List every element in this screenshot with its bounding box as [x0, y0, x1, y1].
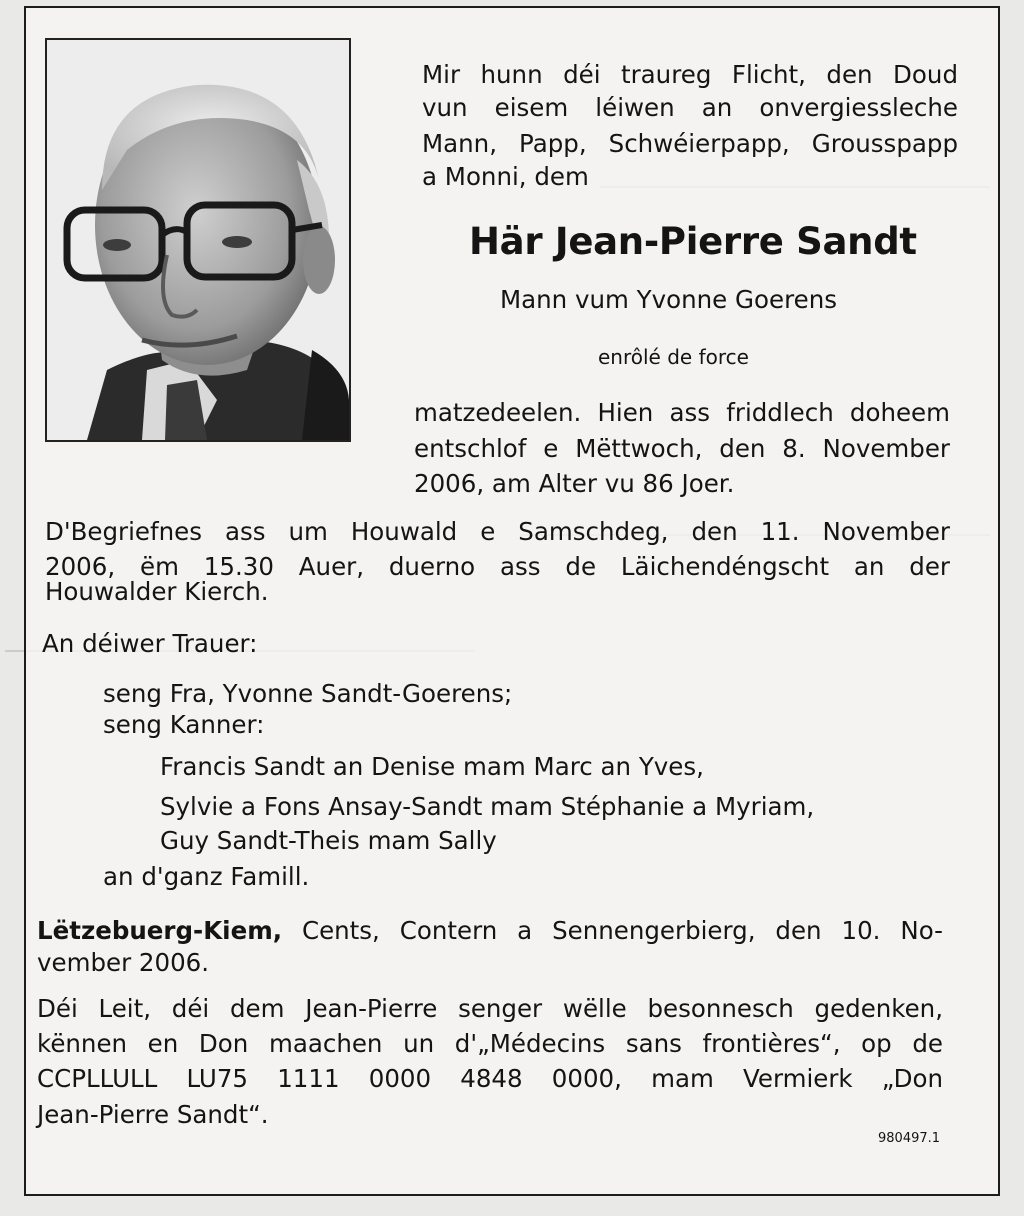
spouse-line: Mann vum Yvonne Goerens: [500, 285, 837, 314]
intro-line: Mann, Papp, Schwéierpapp, Grousspapp: [422, 129, 958, 158]
donation-line: Jean-Pierre Sandt“.: [37, 1100, 269, 1129]
funeral-line: Houwalder Kierch.: [45, 577, 269, 606]
intro-line: Mir hunn déi traureg Flicht, den Doud: [422, 60, 958, 89]
mourner-wife: seng Fra, Yvonne Sandt-Goerens;: [103, 679, 513, 708]
mourners-heading: An déiwer Trauer:: [42, 629, 258, 658]
place-line-2: vember 2006.: [37, 948, 210, 977]
donation-line: CCPLLULL LU75 1111 0000 4848 0000, mam Vermierk „Don: [37, 1064, 943, 1093]
place-rest: Cents, Contern a Sennengerbierg, den 10. No-: [282, 916, 943, 945]
death-line: 2006, am Alter vu 86 Joer.: [414, 469, 735, 498]
child-line: Francis Sandt an Denise mam Marc an Yves,: [160, 752, 704, 781]
death-line: entschlof e Mëttwoch, den 8. November: [414, 434, 950, 463]
children-heading: seng Kanner:: [103, 710, 265, 739]
donation-line: Déi Leit, déi dem Jean-Pierre senger wëlle besonnesch gedenken,: [37, 994, 943, 1023]
deceased-title: enrôlé de force: [598, 345, 749, 369]
portrait-image: [47, 40, 349, 440]
child-line: Guy Sandt-Theis mam Sally: [160, 826, 497, 855]
funeral-line: 2006, ëm 15.30 Auer, duerno ass de Läichendéngscht an der: [45, 552, 950, 581]
family-line: an d'ganz Famill.: [103, 862, 310, 891]
donation-line: kënnen en Don maachen un d'„Médecins sans frontières“, op de: [37, 1029, 943, 1058]
place-name: Lëtzebuerg-Kiem,: [37, 916, 283, 945]
reference-number: 980497.1: [878, 1131, 941, 1146]
portrait-photo: [45, 38, 351, 442]
death-line: matzedeelen. Hien ass friddlech doheem: [414, 398, 950, 427]
funeral-line: D'Begriefnes ass um Houwald e Samschdeg, den 11. November: [45, 517, 950, 546]
deceased-name: Här Jean-Pierre Sandt: [469, 220, 917, 263]
place-line: [37, 914, 943, 947]
intro-line: a Monni, dem: [422, 162, 589, 191]
intro-line: vun eisem léiwen an onvergiessleche: [422, 93, 958, 122]
child-line: Sylvie a Fons Ansay-Sandt mam Stéphanie a Myriam,: [160, 792, 815, 821]
